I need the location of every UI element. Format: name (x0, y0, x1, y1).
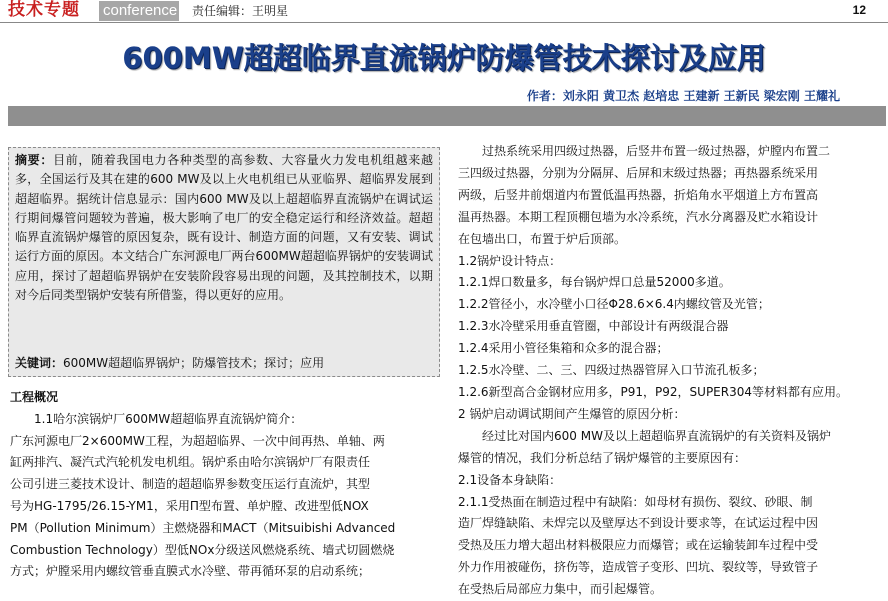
page-header (0, 0, 888, 23)
section-heading: 工程概况 (10, 390, 59, 404)
conference-label: conference (99, 1, 179, 21)
paragraph-line: 1.2.2管径小，水冷壁小口径Φ28.6×6.4内螺纹管及光管； (458, 297, 770, 312)
paragraph-line: 缸两排汽、凝汽式汽轮机发电机组。锅炉系由哈尔滨锅炉厂有限责任 (10, 455, 371, 470)
paragraph-line: 1.2.6新型高合金钢材应用多，P91，P92，SUPER304等材料都有应用。 (458, 384, 849, 399)
section-brand: 技术专题 (8, 0, 80, 20)
paragraph-line: 1.2.4采用小管径集箱和众多的混合器； (458, 341, 669, 356)
paragraph-line: 经过比对国内600 MW及以上超超临界直流锅炉的有关资料及锅炉 (482, 428, 831, 443)
paragraph-line: 公司引进三菱技术设计、制造的超超临界参数变压运行直流炉，其型 (10, 477, 371, 492)
paragraph-line: PM（Pollution Minimum）主燃烧器和MACT（Mitsuibishi Advanced (10, 520, 396, 535)
paragraph-line: 造厂焊缝缺陷、未焊完以及壁厚达不到设计要求等，在试运过程中因 (458, 516, 819, 531)
paragraph-line: 爆管的情况，我们分析总结了锅炉爆管的主要原因有： (458, 450, 747, 465)
abstract-box (8, 147, 440, 377)
paragraph-line: 三四级过热器，分别为分隔屏、后屏和末级过热器；再热器系统采用 (458, 165, 819, 180)
paragraph-line: 2.1.1受热面在制造过程中有缺陷：如母材有损伤、裂纹、砂眼、制 (458, 494, 813, 509)
page-number: 12 (852, 3, 866, 17)
article-title: 600MW超超临界直流锅炉防爆管技术探讨及应用 (122, 41, 766, 75)
paragraph-line: 1.2.5水冷壁、二、三、四级过热器管屏入口节流孔板多； (458, 363, 765, 378)
paragraph-line: 两级，后竖井前烟道内布置低温再热器，折焰角水平烟道上方布置高 (458, 187, 819, 202)
left-column (10, 387, 438, 583)
keywords-text: 600MW超超临界锅炉；防爆管技术；探讨；应用 (63, 356, 325, 370)
paragraph-line: 受热及压力增大超出材料极限应力而爆管；或在运输装卸车过程中受 (458, 538, 819, 553)
paragraph-line: 温再热器。本期工程顶棚包墙为水冷系统，汽水分离器及贮水箱设计 (458, 209, 819, 224)
paragraph-line: 号为HG-1795/26.15-YM1，采用Π型布置、单炉膛、改进型低NOX (10, 498, 369, 513)
abstract-text: 目前，随着我国电力各种类型的高参数、大容量火力发电机组越来越多，全国运行及其在建的600 MW及以上火电机组已从亚临界、超临界发展到超超临界。据统计信息显示：国内600 MW及以上超超临界直流锅炉在调试运行期间爆管问题较为普遍，极大影响了电厂的安全稳定运行和经济效益。超超临界直流锅炉爆管的原因复杂，既有设计、制造方面的问题，又有安装、调试运行方面的原因。本文结合广东河源电厂两台600MW超超临界锅炉的安装调试应用，探讨了超超临界锅炉在安装阶段容易出现的问题，及其控制技术，以期对今后同类型锅炉安装有所借鉴，得以更好的应用。 (15, 153, 433, 303)
right-column (458, 141, 884, 601)
paragraph-line: 广东河源电厂2×600MW工程，为超超临界、一次中间再热、单轴、两 (10, 433, 385, 448)
article-authors: 作者：刘永阳 黄卫杰 赵培忠 王建新 王新民 梁宏刚 王耀礼 (526, 89, 840, 103)
abstract-label: 摘要： (15, 153, 54, 167)
paragraph-line: 1.1哈尔滨锅炉厂600MW超超临界直流锅炉简介： (34, 411, 303, 426)
responsible-editor: 责任编辑：王明星 (192, 4, 289, 18)
paragraph-line: 方式；炉膛采用内螺纹管垂直膜式水冷壁、带再循环泵的启动系统； (10, 564, 371, 579)
paragraph-line: 1.2.1焊口数量多，每台锅炉焊口总量52000多道。 (458, 275, 731, 290)
title-divider-bar (8, 106, 886, 126)
keywords-line (15, 354, 324, 373)
paragraph-line: 在受热后局部应力集中，而引起爆管。 (458, 582, 663, 597)
paragraph-line: 1.2锅炉设计特点： (458, 253, 562, 268)
paragraph-line: Combustion Technology）型低NOx分级送风燃烧系统、墙式切圆燃烧 (10, 542, 395, 557)
paragraph-line: 在包墙出口，布置于炉后顶部。 (458, 231, 627, 246)
keywords-label: 关键词： (15, 356, 64, 370)
paragraph-line: 外力作用被碰伤，挤伤等，造成管子变形、凹坑、裂纹等，导致管子 (458, 560, 819, 575)
paragraph-line: 过热系统采用四级过热器，后竖井布置一级过热器，炉膛内布置二 (482, 144, 831, 158)
paragraph-line: 2 锅炉启动调试期间产生爆管的原因分析： (458, 406, 686, 421)
paragraph-line: 2.1设备本身缺陷： (458, 472, 562, 487)
paragraph-line: 1.2.3水冷壁采用垂直管圈，中部设计有两级混合器 (458, 319, 729, 334)
